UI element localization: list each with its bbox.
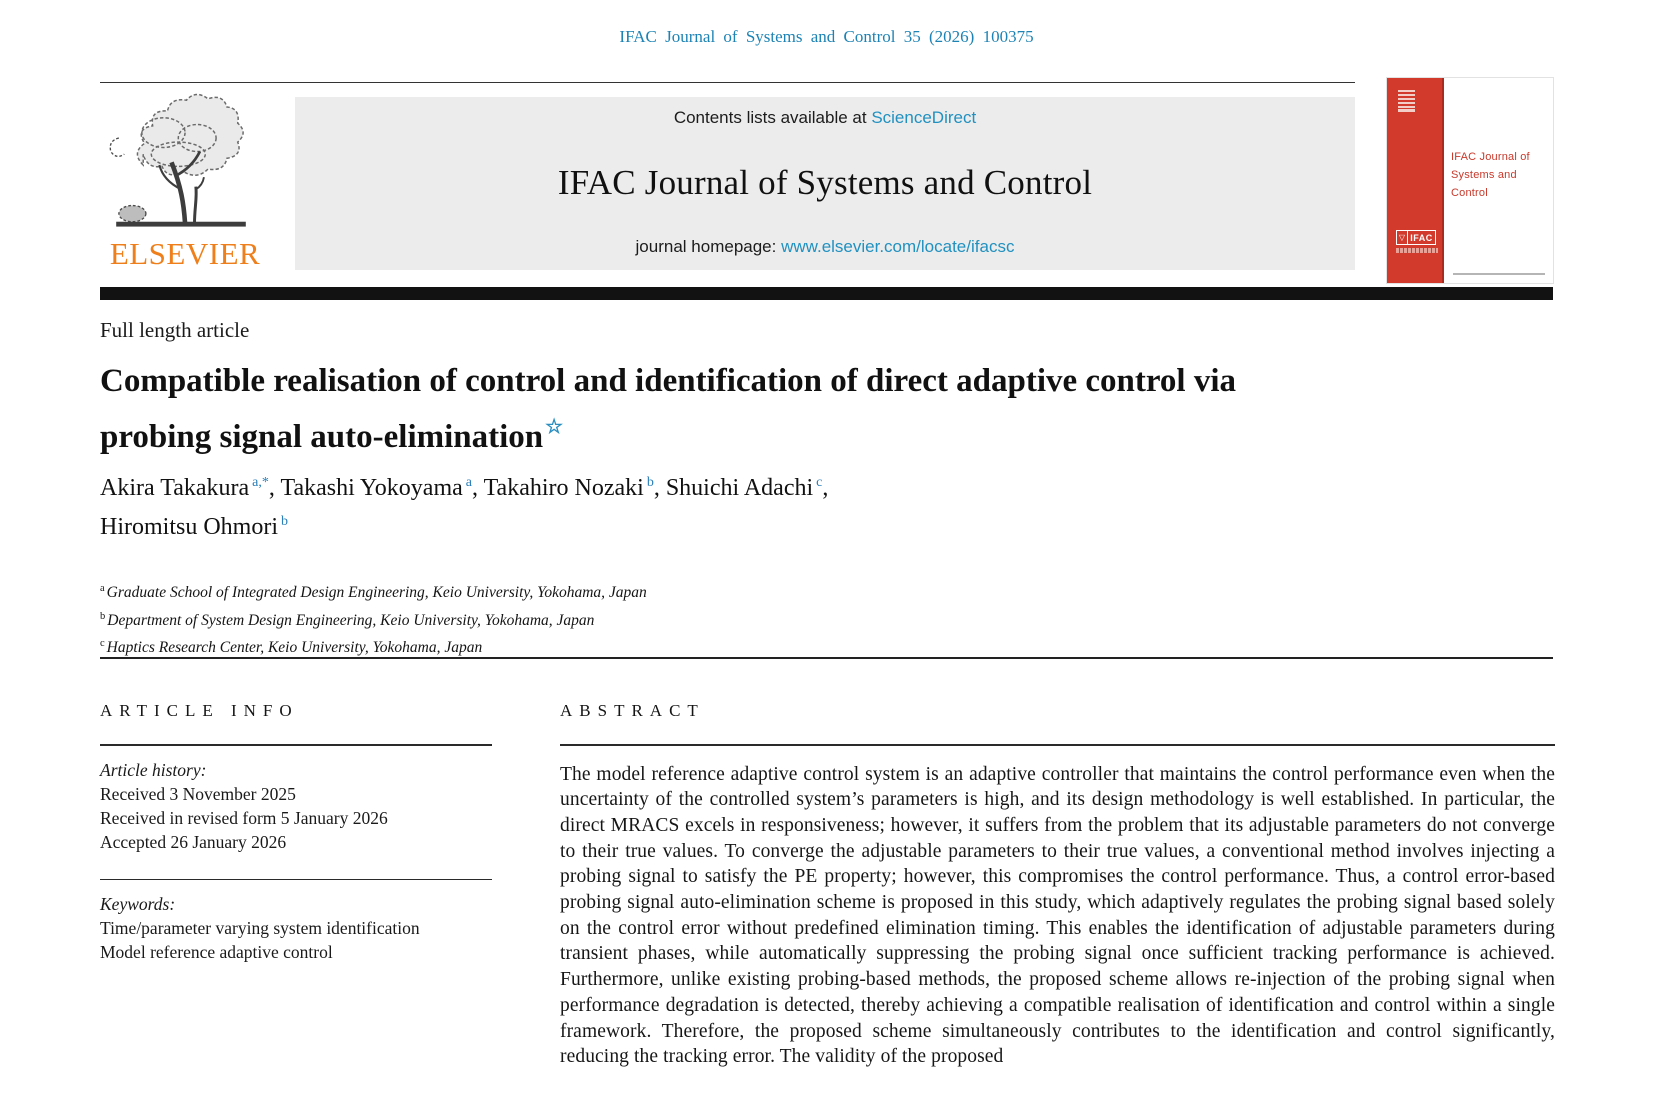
affiliation-sup: a	[100, 583, 105, 594]
cover-journal-title: IFAC Journal of Systems and Control	[1451, 151, 1530, 199]
author	[100, 475, 280, 501]
affiliation-bottom-rule	[100, 657, 1553, 659]
author-list	[100, 466, 1350, 544]
article-type-label: Full length article	[100, 318, 250, 342]
affiliation-sup: b	[100, 610, 106, 622]
affiliation	[100, 632, 647, 660]
author-name: Hiromitsu Ohmori	[100, 514, 278, 540]
author-line-1	[100, 466, 1350, 505]
keywords-divider-rule	[100, 879, 492, 880]
article-title	[100, 358, 1290, 460]
abstract-heading: ABSTRACT	[560, 701, 705, 720]
author-affiliation-sup[interactable]: a,*	[252, 475, 269, 490]
affiliation-sup: c	[100, 638, 105, 649]
article-title-text: Compatible realisation of control and identification of direct adaptive control via probing signal auto-elimination	[100, 363, 1237, 455]
author-separator: ,	[653, 475, 666, 501]
section-divider-bar	[100, 287, 1553, 300]
ifac-logo-symbol-icon: ▽	[1397, 231, 1408, 244]
affiliation-list	[100, 577, 647, 660]
contents-prefix: Contents lists available at	[673, 108, 872, 127]
ifac-logo-subtext	[1396, 248, 1438, 253]
author-affiliation-sup[interactable]: c	[816, 475, 823, 490]
article-history-label: Article history:	[100, 759, 207, 780]
contents-line	[674, 108, 976, 128]
author-affiliation-sup[interactable]: a	[465, 475, 472, 490]
keywords-list	[100, 916, 492, 964]
article-history-list	[100, 782, 492, 854]
article-info-column	[100, 701, 492, 964]
author	[484, 475, 666, 501]
title-footnote-star[interactable]: ☆	[545, 416, 564, 438]
keyword-entry: Time/parameter varying system identification	[100, 917, 420, 938]
sciencedirect-link[interactable]: ScienceDirect	[871, 108, 977, 127]
author	[280, 475, 483, 501]
author-affiliation-sup[interactable]: b	[281, 514, 288, 529]
author-name: Akira Takakura	[100, 475, 250, 501]
homepage-prefix: journal homepage:	[635, 237, 782, 256]
journal-title: IFAC Journal of Systems and Control	[557, 162, 1093, 202]
affiliation-text: Haptics Research Center, Keio University, Yokohama, Japan	[106, 639, 483, 656]
affiliation-text: Department of System Design Engineering, Keio University, Yokohama, Japan	[107, 611, 595, 629]
author-separator: ,	[471, 475, 484, 501]
homepage-line	[636, 237, 1015, 257]
author-affiliation-sup[interactable]: b	[646, 475, 654, 490]
abstract-text: The model reference adaptive control system is an adaptive controller that maintains the control performance even when the uncertainty of the controlled system’s parameters is high, and its design methodology is well established. In particular, the direct MRACS excels in responsiveness; however, it suffers from the problem that its adjustable parameters do not converge to their true values. To converge the adjustable parameters to their true values, a conventional method involves injecting a probing signal to satisfy the PE property; however, this compromises the control performance. Thus, a control error-based probing signal auto-elimination scheme is proposed in this study, which adaptively regulates the probing signal based solely on the control error without predefined elimination timing. This enables the identification of adjustable parameters during transient phases, while automatically suppressing the probing signal once sufficient tracking performance is achieved. Furthermore, unlike existing probing-based methods, the proposed scheme allows re-injection of the probing signal when performance degradation is detected, thereby achieving a compatible realisation of identification and control within a single framework. Therefore, the proposed scheme simultaneously contributes to the identification and control significantly, reducing the tracking error. The validity of the proposed	[560, 763, 1555, 1068]
author-name: Shuichi Adachi	[665, 475, 814, 501]
ifac-logo: ▽ IFAC	[1396, 230, 1436, 245]
article-history-entry: Received 3 November 2025	[100, 783, 296, 804]
elsevier-logo-block	[100, 92, 270, 272]
article-info-heading-rule	[100, 744, 492, 746]
author-line-2	[100, 505, 1350, 544]
journal-header-box	[295, 97, 1355, 270]
author	[666, 475, 829, 501]
cover-elsevier-mini-logo-icon	[1398, 90, 1415, 112]
journal-citation-line: IFAC Journal of Systems and Control 35 (2026) 100375	[619, 27, 1034, 46]
affiliation	[100, 605, 647, 633]
author-separator: ,	[268, 475, 281, 501]
journal-homepage-link[interactable]: www.elsevier.com/locate/ifacsc	[781, 237, 1015, 256]
abstract-heading-rule	[560, 744, 1555, 746]
header-top-rule	[100, 82, 1355, 83]
author-name: Takahiro Nozaki	[483, 475, 644, 501]
article-history-entry: Received in revised form 5 January 2026	[100, 807, 388, 828]
cover-fineprint	[1453, 273, 1545, 275]
abstract-column	[560, 701, 1555, 1070]
elsevier-tree-logo-icon	[100, 92, 270, 234]
keyword-entry: Model reference adaptive control	[100, 941, 333, 962]
affiliation	[100, 577, 647, 605]
author-separator: ,	[822, 475, 829, 501]
author-name: Takashi Yokoyama	[280, 475, 463, 501]
author	[100, 514, 288, 540]
affiliation-text: Graduate School of Integrated Design Engineering, Keio University, Yokohama, Japan	[106, 584, 647, 601]
keywords-label: Keywords:	[100, 893, 176, 914]
journal-cover-thumbnail[interactable]	[1387, 78, 1553, 283]
article-info-heading: ARTICLE INFO	[100, 701, 299, 720]
elsevier-wordmark: ELSEVIER	[109, 236, 261, 271]
article-history-entry: Accepted 26 January 2026	[100, 831, 287, 852]
